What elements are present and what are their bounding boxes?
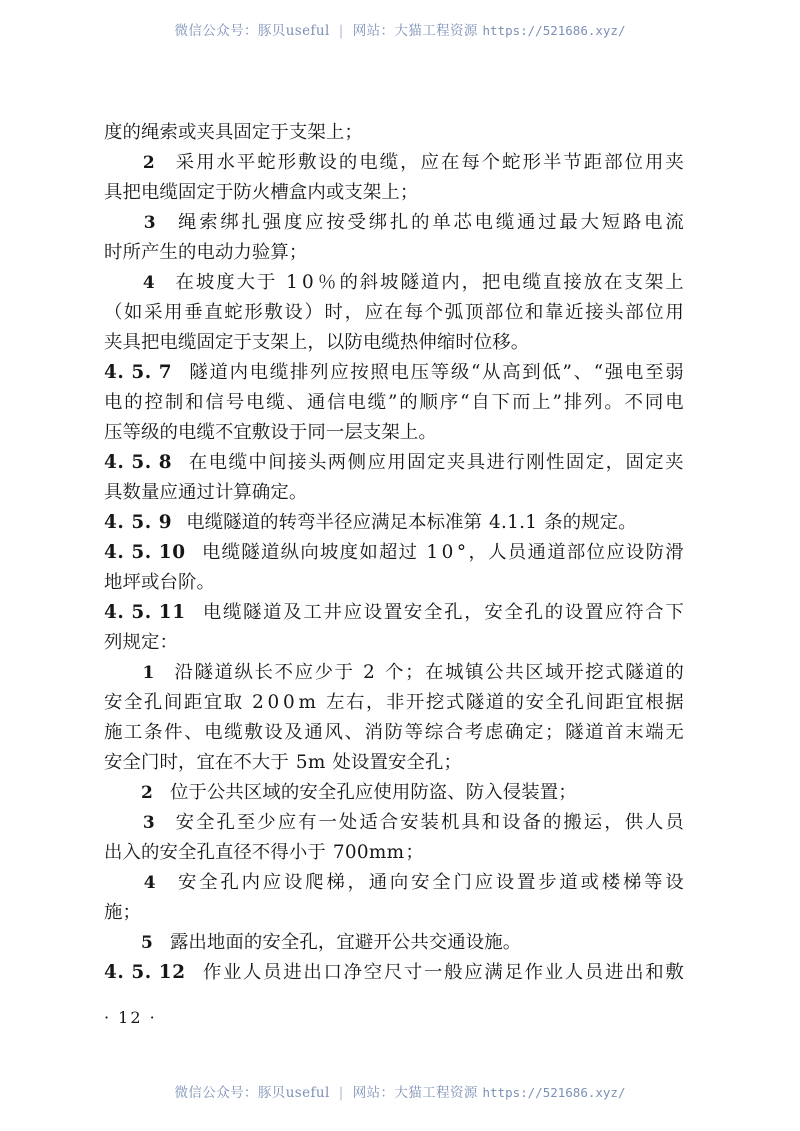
line-text: 具数量应通过计算确定。 [104,482,308,503]
watermark-wechat-label: 微信公众号： [174,1085,258,1101]
document-text-block [104,118,684,988]
text-line [104,178,684,208]
section-number: 4. 5. 10 [104,542,186,563]
text-line: 安 全 孔 间 距 宜 取 2 0 0 m 左 右 ， 非 开 挖 式 隧 道 的 安 全 孔 间 距 宜 根 据 [104,692,684,713]
section-number: 4. 5. 12 [104,962,186,983]
item-number: 1 [142,663,155,683]
text-line [104,748,684,778]
item-number: 3 [143,213,156,233]
watermark-separator: | [338,1085,344,1101]
section-heading-line [104,508,684,538]
line-text: 出入的安全孔直径不得小于 700mm； [104,842,424,863]
text-line [104,418,684,448]
numbered-item-line: 2 采 用 水 平 蛇 形 敷 设 的 电 缆 ， 应 在 每 个 蛇 形 半 节 距 部 位 用 夹 [104,148,684,178]
text-line: （ 如 采 用 垂 直 蛇 形 敷 设 ） 时 ， 应 在 每 个 弧 顶 部 位 和 靠 近 接 头 部 位 用 [104,302,684,323]
watermark-site-label: 网站： [352,1085,395,1101]
page-number: · 12 · [104,1008,157,1027]
watermark-site-label: 网站： [352,23,395,39]
watermark-wechat-value: 豚贝useful [257,1085,330,1101]
section-number: 4. 5. 11 [104,602,186,623]
text-line [104,478,684,508]
header-watermark [0,19,800,39]
line-text: 夹具把电缆固定于支架上，以防电缆热伸缩时位移。 [104,332,530,353]
section-number: 4. 5. 8 [104,452,173,473]
text-line: 电 的 控 制 和 信 号 电 缆 、 通 信 电 缆 ” 的 顺 序 “ 自 下 而 上 ” 排 列 。 不 同 电 [104,392,684,413]
watermark-wechat-label: 微信公众号： [174,23,258,39]
numbered-item-line: 3 安 全 孔 至 少 应 有 一 处 适 合 安 装 机 具 和 设 备 的 搬 运 ， 供 人 员 [104,808,684,838]
section-heading-line: 4. 5. 10 电 缆 隧 道 纵 向 坡 度 如 超 过 1 0 ° ， 人 员 通 道 部 位 应 设 防 滑 [104,538,684,568]
text-line [104,118,684,148]
section-heading-line: 4. 5. 11 电 缆 隧 道 及 工 井 应 设 置 安 全 孔 ， 安 全 孔 的 设 置 应 符 合 下 [104,598,684,628]
numbered-item-line [104,778,684,808]
numbered-item-line: 4 在 坡 度 大 于 1 0 ％ 的 斜 坡 隧 道 内 ， 把 电 缆 直 接 放 在 支 架 上 [104,268,684,298]
numbered-item-line [104,928,684,958]
inline-value: 5m [295,752,326,773]
line-text: 列规定： [104,632,178,653]
item-number: 3 [142,813,155,833]
watermark-url: https://521686.xyz/ [482,1085,626,1100]
watermark-wechat-value: 豚贝useful [257,23,330,39]
text-line [104,838,684,868]
inline-value: 700mm [332,842,405,863]
footer-watermark [0,1081,800,1101]
section-number: 4. 5. 9 [104,512,173,533]
text-line: 施 工 条 件 、 电 缆 敷 设 及 通 风 、 消 防 等 综 合 考 虑 确 定 ； 隧 道 首 末 端 无 [104,722,684,743]
line-text: 露出地面的安全孔，宜避开公共交通设施。 [169,932,522,953]
text-line [104,628,684,658]
item-number: 2 [142,153,155,173]
line-text: 具把电缆固定于防火槽盒内或支架上； [104,182,419,203]
line-text: 压等级的电缆不宜敷设于同一层支架上。 [104,422,437,443]
line-text: 位于公共区域的安全孔应使用防盗、防入侵装置； [169,782,577,803]
text-line [104,238,684,268]
watermark-site-value: 大猫工程资源 [394,23,478,39]
line-text: 安全门时，宜在不大于 5m 处设置安全孔； [104,752,462,773]
text-line [104,328,684,358]
line-text: 地坪或台阶。 [104,572,215,593]
line-text: 施； [104,902,141,923]
watermark-site-value: 大猫工程资源 [394,1085,478,1101]
item-number: 2 [141,783,153,803]
section-heading-line: 4. 5. 12 作 业 人 员 进 出 口 净 空 尺 寸 一 般 应 满 足 作 业 人 员 进 出 和 敷 [104,958,684,988]
line-text: 电缆隧道的转弯半径应满足本标准第 4.1.1 条的规定。 [186,512,637,533]
item-number: 5 [141,933,153,953]
item-number: 4 [142,273,155,293]
line-text: 时所产生的电动力验算； [104,242,308,263]
numbered-item-line: 1 沿 隧 道 纵 长 不 应 少 于 2 个 ； 在 城 镇 公 共 区 域 开 挖 式 隧 道 的 [104,658,684,688]
text-line [104,898,684,928]
item-number: 4 [143,873,156,893]
section-number: 4. 5. 7 [104,362,173,383]
numbered-item-line: 4 安 全 孔 内 应 设 爬 梯 ， 通 向 安 全 门 应 设 置 步 道 或 楼 梯 等 设 [104,868,684,898]
text-line [104,568,684,598]
inline-value: 4.1.1 [489,512,538,533]
numbered-item-line: 3 绳 索 绑 扎 强 度 应 按 受 绑 扎 的 单 芯 电 缆 通 过 最 大 短 路 电 流 [104,208,684,238]
watermark-url: https://521686.xyz/ [482,23,626,38]
watermark-separator: | [338,23,344,39]
line-text: 度的绳索或夹具固定于支架上； [104,122,363,143]
section-heading-line: 4. 5. 7 隧 道 内 电 缆 排 列 应 按 照 电 压 等 级 “ 从 高 到 低 ” 、 “ 强 电 至 弱 [104,358,684,388]
section-heading-line: 4. 5. 8 在 电 缆 中 间 接 头 两 侧 应 用 固 定 夹 具 进 行 刚 性 固 定 ， 固 定 夹 [104,448,684,478]
